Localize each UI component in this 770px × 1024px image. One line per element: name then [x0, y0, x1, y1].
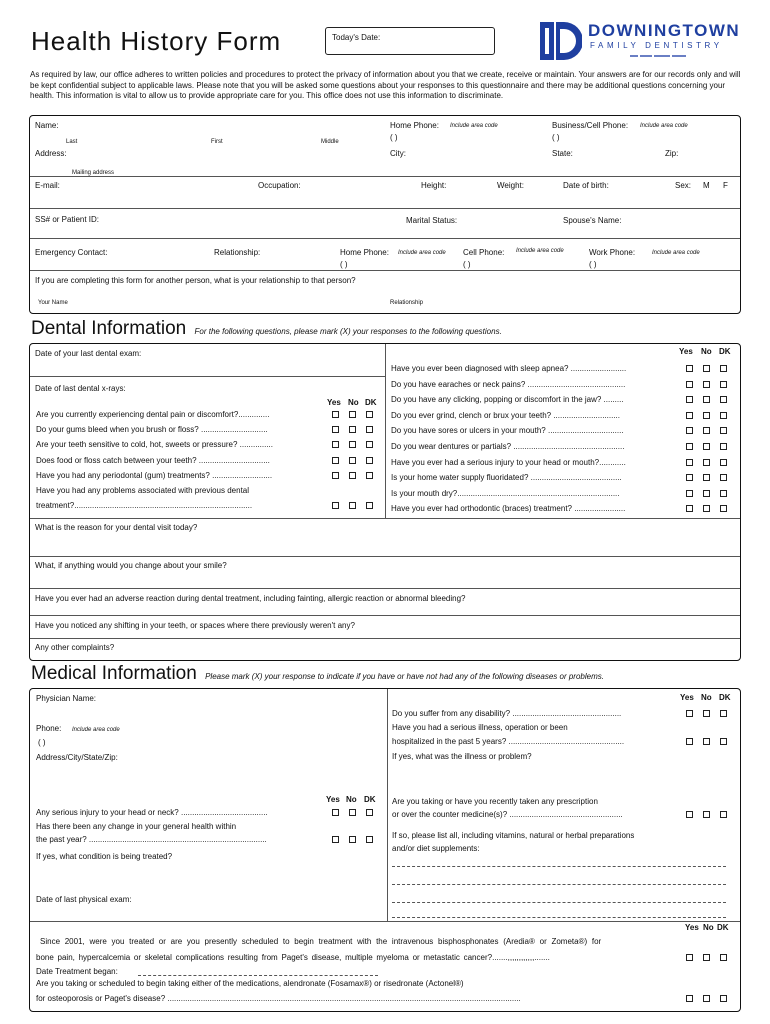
form-title: Health History Form [31, 26, 282, 56]
physician-phone-label: Phone: [36, 724, 62, 733]
dental-right-q6-no-checkbox[interactable] [703, 443, 710, 450]
dental-right-q6-yes-checkbox[interactable] [686, 443, 693, 450]
dental-left-q2-yes-checkbox[interactable] [332, 426, 339, 433]
another-person-question: If you are completing this form for another person, what is your relationship to that person? [35, 276, 356, 285]
physician-phone-area-hint: Include area code [72, 727, 120, 733]
med-left-q2-dk-checkbox[interactable] [366, 836, 373, 843]
relationship-small-label: Relationship [390, 300, 424, 306]
dental-left-q1-dk-checkbox[interactable] [366, 411, 373, 418]
dental-heading-text: Dental Information [31, 318, 187, 339]
dental-right-no-header: No [701, 347, 712, 356]
last-physical-label: Date of last physical exam: [36, 895, 132, 904]
date-treatment-line[interactable] [138, 975, 378, 976]
dental-left-q3-no-checkbox[interactable] [349, 441, 356, 448]
emergency-label: Emergency Contact: [35, 248, 108, 257]
todays-date-field[interactable] [325, 27, 495, 55]
emergency-home-phone-label: Home Phone: [340, 248, 389, 257]
dental-right-q10-dk-checkbox[interactable] [720, 505, 727, 512]
dental-left-question-5: Have you had any periodontal (gum) treatments? ........................... [36, 470, 273, 480]
bis-no-checkbox[interactable] [703, 954, 710, 961]
dental-right-question-1: Have you ever been diagnosed with sleep apnea? ......................... [391, 364, 627, 373]
med-left-no-header: No [346, 795, 357, 804]
home-phone-parens[interactable]: ( ) [390, 133, 398, 142]
occupation-label: Occupation: [258, 181, 301, 190]
dental-right-q4-dk-checkbox[interactable] [720, 412, 727, 419]
dental-right-q7-yes-checkbox[interactable] [686, 459, 693, 466]
mailing-address-label: Mailing address [72, 170, 115, 176]
business-phone-parens[interactable]: ( ) [552, 133, 560, 142]
dental-left-dk-header: DK [365, 398, 377, 407]
physician-address-label: Address/City/State/Zip: [36, 753, 118, 762]
dental-open-q2: What, if anything would you change about your smile? [35, 561, 227, 570]
med-right-q3-dk-checkbox[interactable] [720, 811, 727, 818]
med-right-q1-yes-checkbox[interactable] [686, 710, 693, 717]
dental-left-question-4: Does food or floss catch between your teeth? ................................ [36, 455, 270, 465]
relationship-label: Relationship: [214, 248, 261, 257]
bis-no-header: No [703, 923, 714, 932]
med-left-q1-no-checkbox[interactable] [349, 809, 356, 816]
last-label: Last [66, 139, 78, 145]
med-right-if-yes: If yes, what was the illness or problem? [392, 752, 532, 761]
emergency-work-parens[interactable]: ( ) [589, 260, 597, 269]
dental-right-question-8: Is your home water supply fluoridated? ......................................... [391, 473, 622, 483]
dental-subheading: For the following questions, please mark (X) your responses to the following questions. [194, 327, 502, 336]
last-exam-label: Date of your last dental exam: [35, 349, 142, 358]
logo-mark-icon [538, 18, 582, 64]
logo-line1: DOWNINGTOWN [588, 21, 741, 40]
dental-right-q2-yes-checkbox[interactable] [686, 381, 693, 388]
logo [538, 18, 743, 64]
dental-right-q1-no-checkbox[interactable] [703, 365, 710, 372]
med-right-dk-header: DK [719, 693, 731, 702]
dental-right-q3-yes-checkbox[interactable] [686, 396, 693, 403]
dental-left-q1-no-checkbox[interactable] [349, 411, 356, 418]
name-label: Name: [35, 121, 59, 130]
med-right-list-a: If so, please list all, including vitamins, natural or herbal preparations [392, 831, 635, 840]
address-label: Address: [35, 149, 67, 158]
med-right-q2b: hospitalized in the past 5 years? .................................................... [392, 737, 625, 746]
med-left-q2a: Has there been any change in your general health within [36, 822, 237, 831]
med-left-yes-header: Yes [326, 795, 340, 804]
dental-right-q9-yes-checkbox[interactable] [686, 490, 693, 497]
med-right-q2a: Have you had a serious illness, operation or been [392, 723, 568, 732]
oral-medication-question-b: for osteoporosis or Paget's disease? ............................................................................................................................................................... [36, 994, 521, 1003]
med-right-q3a: Are you taking or have you recently taken any prescription [392, 797, 598, 806]
dental-right-question-10: Have you ever had orthodontic (braces) treatment? ....................... [391, 504, 626, 514]
med-right-q2-no-checkbox[interactable] [703, 738, 710, 745]
medicine-line-1[interactable] [392, 866, 726, 867]
emergency-home-area-hint: Include area code [398, 250, 446, 256]
sex-label: Sex: [675, 181, 692, 190]
med-right-q3-no-checkbox[interactable] [703, 811, 710, 818]
medicine-line-2[interactable] [392, 884, 726, 885]
dental-right-q5-dk-checkbox[interactable] [720, 427, 727, 434]
business-phone-label: Business/Cell Phone: [552, 121, 629, 130]
last-xrays-label: Date of last dental x-rays: [35, 384, 126, 393]
medical-heading [31, 663, 604, 688]
dental-right-q1-dk-checkbox[interactable] [720, 365, 727, 372]
dental-left-q4-yes-checkbox[interactable] [332, 457, 339, 464]
dental-right-q4-no-checkbox[interactable] [703, 412, 710, 419]
bisphosphonate-question-b: bone pain, hypercalcemia or skeletal complications resulting from Paget's disease, multiple myeloma or metastatic cancer?.......,,,,,,,,,,,,....... [36, 953, 550, 962]
logo-doctor-name-icon [630, 53, 700, 59]
zip-label: Zip: [665, 149, 679, 158]
dental-left-question-7: treatment?................................................................................ [36, 501, 253, 511]
spouse-label: Spouse's Name: [563, 216, 622, 225]
dental-right-question-5: Do you have sores or ulcers in your mouth? .................................. [391, 426, 624, 436]
dental-right-q3-dk-checkbox[interactable] [720, 396, 727, 403]
med-left-dk-header: DK [364, 795, 376, 804]
dental-heading [31, 318, 502, 343]
dental-left-q1-yes-checkbox[interactable] [332, 411, 339, 418]
med-left-if-yes: If yes, what condition is being treated? [36, 852, 173, 861]
bisphosphonate-question-a: Since 2001, were you treated or are you presently scheduled to begin treatment with the intravenous bisphosphonates (Aredia® or Zometa®) for [40, 937, 602, 946]
dental-right-yes-header: Yes [679, 347, 693, 356]
dental-right-question-2: Do you have earaches or neck pains? ............................................ [391, 379, 626, 389]
sex-f-option[interactable]: F [723, 181, 728, 190]
med-right-q1-no-checkbox[interactable] [703, 710, 710, 717]
dental-left-q2-dk-checkbox[interactable] [366, 426, 373, 433]
dental-right-question-9: Is your mouth dry?......................................................................... [391, 488, 620, 498]
dental-right-q10-no-checkbox[interactable] [703, 505, 710, 512]
weight-label: Weight: [497, 181, 524, 190]
bis-yes-header: Yes [685, 923, 699, 932]
dental-right-q8-yes-checkbox[interactable] [686, 474, 693, 481]
emergency-cell-area-hint: Include area code [516, 248, 564, 254]
med-left-q2-no-checkbox[interactable] [349, 836, 356, 843]
dental-right-dk-header: DK [719, 347, 731, 356]
med-left-q1-dk-checkbox[interactable] [366, 809, 373, 816]
dental-right-q9-dk-checkbox[interactable] [720, 490, 727, 497]
dental-left-question-1: Are you currently experiencing dental pain or discomfort?.............. [36, 410, 270, 419]
dental-left-q3-dk-checkbox[interactable] [366, 441, 373, 448]
med-left-q2b: the past year? ................................................................................ [36, 835, 267, 844]
dental-right-q8-no-checkbox[interactable] [703, 474, 710, 481]
logo-line2: FAMILY DENTISTRY [590, 41, 723, 50]
dental-right-q10-yes-checkbox[interactable] [686, 505, 693, 512]
dental-right-q6-dk-checkbox[interactable] [720, 443, 727, 450]
bis-yes-checkbox[interactable] [686, 954, 693, 961]
dental-left-q5-yes-checkbox[interactable] [332, 472, 339, 479]
dental-right-q4-yes-checkbox[interactable] [686, 412, 693, 419]
med-right-q2-dk-checkbox[interactable] [720, 738, 727, 745]
bis-dk-header: DK [717, 923, 729, 932]
dental-left-question-3: Are your teeth sensitive to cold, hot, sweets or pressure? ............... [36, 440, 273, 450]
date-treatment-label: Date Treatment began: [36, 967, 118, 976]
oral-no-checkbox[interactable] [703, 995, 710, 1002]
med-right-q2-yes-checkbox[interactable] [686, 738, 693, 745]
dental-left-q4-no-checkbox[interactable] [349, 457, 356, 464]
dental-right-q9-no-checkbox[interactable] [703, 490, 710, 497]
dob-label: Date of birth: [563, 181, 609, 190]
dental-right-question-6: Do you wear dentures or partials? .................................................. [391, 442, 625, 451]
medical-heading-text: Medical Information [31, 663, 197, 684]
med-right-list-b: and/or diet supplements: [392, 844, 480, 853]
medicine-line-3[interactable] [392, 902, 726, 903]
med-left-q1-yes-checkbox[interactable] [332, 809, 339, 816]
city-label: City: [390, 149, 406, 158]
med-right-q3-yes-checkbox[interactable] [686, 811, 693, 818]
dental-open-q1: What is the reason for your dental visit today? [35, 523, 198, 532]
dental-left-question-6: Have you had any problems associated with previous dental [36, 486, 250, 495]
first-label: First [211, 139, 223, 145]
business-phone-area-hint: Include area code [640, 123, 688, 129]
dental-right-question-4: Do you ever grind, clench or brux your teeth? .............................. [391, 410, 620, 420]
emergency-work-phone-label: Work Phone: [589, 248, 636, 257]
dental-right-question-7: Have you ever had a serious injury to your head or mouth?............ [391, 457, 626, 467]
physician-label: Physician Name: [36, 694, 97, 703]
med-left-q1: Any serious injury to your head or neck? ....................................... [36, 808, 268, 817]
marital-label: Marital Status: [406, 216, 458, 225]
med-right-q3b: or over the counter medicine(s)? ................................................... [392, 810, 623, 819]
dental-right-q7-dk-checkbox[interactable] [720, 459, 727, 466]
dental-left-q7-dk-checkbox[interactable] [366, 502, 373, 509]
dental-left-q3-yes-checkbox[interactable] [332, 441, 339, 448]
ss-label: SS# or Patient ID: [35, 215, 100, 224]
dental-right-question-3: Do you have any clicking, popping or discomfort in the jaw? ......... [391, 395, 624, 405]
emergency-cell-parens[interactable]: ( ) [463, 260, 471, 269]
dental-right-q2-dk-checkbox[interactable] [720, 381, 727, 388]
dental-left-yes-header: Yes [327, 398, 341, 407]
med-right-q1-dk-checkbox[interactable] [720, 710, 727, 717]
dental-left-q5-dk-checkbox[interactable] [366, 472, 373, 479]
dental-open-q5: Any other complaints? [35, 643, 115, 652]
dental-open-q4: Have you noticed any shifting in your teeth, or spaces where there previously weren't any? [35, 621, 355, 630]
home-phone-label: Home Phone: [390, 121, 439, 130]
dental-left-q7-no-checkbox[interactable] [349, 502, 356, 509]
oral-medication-question-a: Are you taking or scheduled to begin taking either of the medications, alendronate (Fosamax®) or risedronate (Actonel®) [36, 979, 464, 988]
medicine-line-4[interactable] [392, 917, 726, 918]
dental-left-q7-yes-checkbox[interactable] [332, 502, 339, 509]
med-right-q1: Do you suffer from any disability? ................................................. [392, 709, 622, 718]
home-phone-area-hint: Include area code [450, 123, 498, 129]
physician-phone-parens[interactable]: ( ) [38, 738, 46, 747]
dental-left-question-2: Do your gums bleed when you brush or floss? .............................. [36, 425, 268, 435]
dental-right-q7-no-checkbox[interactable] [703, 459, 710, 466]
med-right-no-header: No [701, 693, 712, 702]
name-input[interactable] [60, 121, 380, 135]
dental-right-q5-yes-checkbox[interactable] [686, 427, 693, 434]
state-label: State: [552, 149, 573, 158]
dental-left-q4-dk-checkbox[interactable] [366, 457, 373, 464]
dental-left-q5-no-checkbox[interactable] [349, 472, 356, 479]
emergency-cell-phone-label: Cell Phone: [463, 248, 505, 257]
your-name-label: Your Name [38, 300, 68, 306]
oral-dk-checkbox[interactable] [720, 995, 727, 1002]
med-right-yes-header: Yes [680, 693, 694, 702]
sex-m-option[interactable]: M [703, 181, 710, 190]
email-label: E-mail: [35, 181, 60, 190]
dental-right-q1-yes-checkbox[interactable] [686, 365, 693, 372]
middle-label: Middle [321, 139, 339, 145]
medical-subheading: Please mark (X) your response to indicate if you have or have not had any of the following diseases or problems. [205, 672, 604, 681]
med-left-q2-yes-checkbox[interactable] [332, 836, 339, 843]
dental-right-q2-no-checkbox[interactable] [703, 381, 710, 388]
dental-left-no-header: No [348, 398, 359, 407]
dental-left-q2-no-checkbox[interactable] [349, 426, 356, 433]
emergency-work-area-hint: Include area code [652, 250, 700, 256]
dental-right-q3-no-checkbox[interactable] [703, 396, 710, 403]
dental-right-q8-dk-checkbox[interactable] [720, 474, 727, 481]
bis-dk-checkbox[interactable] [720, 954, 727, 961]
height-label: Height: [421, 181, 447, 190]
todays-date-label: Today's Date: [332, 33, 381, 42]
emergency-home-parens[interactable]: ( ) [340, 260, 348, 269]
oral-yes-checkbox[interactable] [686, 995, 693, 1002]
dental-open-q3: Have you ever had an adverse reaction during dental treatment, including fainting, allergic reaction or abnormal bleeding? [35, 594, 466, 603]
privacy-intro: As required by law, our office adheres to written policies and procedures to protect the privacy of information about you that we create, receive or maintain. Your answers are for our records only and will be kept confidential subject to applicable laws. Please note that you will be asked some questions about your responses to this questionnaire and there may be additional questions concerning your health. This information is vital to allow us to provide appropriate care for you. This office does not use this information to discriminate. [30, 70, 741, 100]
dental-right-q5-no-checkbox[interactable] [703, 427, 710, 434]
